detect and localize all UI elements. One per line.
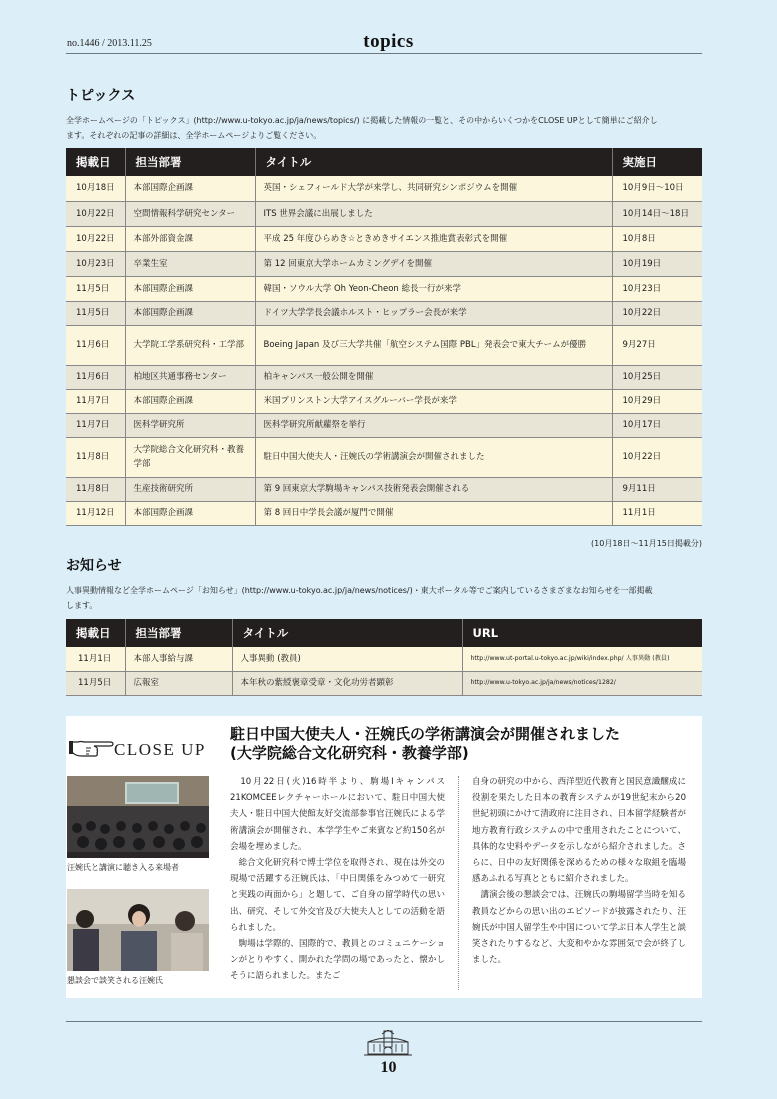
cell-date: 11月7日: [66, 413, 125, 437]
cell-title: ITS 世界会議に出展しました: [255, 201, 612, 226]
cell-date: 10月22日: [66, 201, 125, 226]
notices-intro: [66, 583, 706, 613]
cell-dept: 本部国際企画課: [125, 389, 255, 413]
topics-intro-line1: 全学ホームページの「トピックス」(http://www.u-tokyo.ac.jp/ja/news/topics/) に掲載した情報の一覧と、その中からいくつかをCLOSE UPとして簡単にご紹介し: [66, 116, 658, 125]
notices-intro-line1: 人事異動情報など全学ホームページ「お知らせ」(http://www.u-tokyo.ac.jp/ja/news/notices/)・東大ポータル等でご案内しているさまざまなお知らせを一部掲載: [66, 586, 653, 595]
cell-dept: 大学院工学系研究科・工学部: [125, 325, 255, 365]
topics-table-body: [66, 176, 702, 525]
table-row: [66, 413, 702, 437]
col-header-dept: 担当部署: [125, 619, 232, 647]
cell-held: 10月19日: [612, 251, 702, 276]
table-row: [66, 176, 702, 201]
cell-held: 11月1日: [612, 501, 702, 525]
cell-date: 11月7日: [66, 389, 125, 413]
cell-date: 11月5日: [66, 671, 125, 695]
cell-date: 11月6日: [66, 325, 125, 365]
cell-url[interactable]: http://www.ut-portal.u-tokyo.ac.jp/wiki/index.php/ 人事異動 (教員): [462, 647, 702, 671]
table-row: [66, 276, 702, 301]
closeup-title: [230, 725, 700, 763]
cell-title: 柏キャンパス一般公開を開催: [255, 365, 612, 389]
cell-title: 駐日中国大使夫人・汪婉氏の学術講演会が開催されました: [255, 437, 612, 477]
cell-date: 11月8日: [66, 437, 125, 477]
topics-intro-line2: ます。それぞれの記事の詳細は、全学ホームページよりご覧ください。: [66, 131, 322, 140]
cell-dept: 大学院総合文化研究科・教養学部: [125, 437, 255, 477]
cell-title: 人事異動 (教員): [232, 647, 462, 671]
notices-intro-line2: します。: [66, 601, 98, 610]
table-row: [66, 671, 702, 695]
notices-table: [66, 619, 702, 696]
col-header-title: タイトル: [255, 148, 612, 176]
col-header-title: タイトル: [232, 619, 462, 647]
table-row: [66, 437, 702, 477]
cell-dept: 本部国際企画課: [125, 501, 255, 525]
cell-title: 英国・シェフィールド大学が来学し、共同研究シンポジウムを開催: [255, 176, 612, 201]
table-row: [66, 501, 702, 525]
cell-dept: 卒業生室: [125, 251, 255, 276]
topics-heading: トピックス: [66, 88, 136, 104]
table-row: [66, 251, 702, 276]
cell-dept: 空間情報科学研究センター: [125, 201, 255, 226]
cell-dept: 柏地区共通事務センター: [125, 365, 255, 389]
table-row: [66, 301, 702, 325]
table-row: [66, 325, 702, 365]
discussion-photo: [67, 889, 209, 971]
cell-held: 10月25日: [612, 365, 702, 389]
cell-held: 9月11日: [612, 477, 702, 501]
notices-table-body: [66, 647, 702, 695]
cell-date: 11月5日: [66, 301, 125, 325]
cell-dept: 本部人事給与課: [125, 647, 232, 671]
topics-header-row: [66, 148, 702, 176]
page-title: topics: [363, 31, 414, 52]
cell-date: 10月22日: [66, 226, 125, 251]
header-rule: [66, 53, 702, 54]
cell-held: 10月22日: [612, 437, 702, 477]
cell-title: 第 12 回東京大学ホームカミングデイを開催: [255, 251, 612, 276]
table-row: [66, 477, 702, 501]
cell-held: 10月22日: [612, 301, 702, 325]
pointing-hand-icon: [68, 735, 114, 757]
table-row: [66, 365, 702, 389]
cell-held: 10月14日～18日: [612, 201, 702, 226]
cell-title: 米国プリンストン大学アイスグルーバー学長が来学: [255, 389, 612, 413]
photo1-caption: 汪婉氏と講演に聴き入る来場者: [67, 863, 179, 872]
cell-held: 10月17日: [612, 413, 702, 437]
photo2-caption: 懇談会で談笑される汪婉氏: [67, 976, 163, 985]
cell-title: 韓国・ソウル大学 Oh Yeon-Cheon 総長一行が来学: [255, 276, 612, 301]
cell-dept: 本部国際企画課: [125, 176, 255, 201]
cell-title: Boeing Japan 及び三大学共催「航空システム国際 PBL」発表会で東大チームが優勝: [255, 325, 612, 365]
closeup-col1-para1: 10月22日(火)16時半より、駒場Ⅰキャンパス 21KOMCEEレクチャーホールにおいて、駐日中国大使夫人・駐日中国大使館友好交流部参事官汪婉氏による学術講演会が開催され、本学学生やご来賓など約150名が会場を埋めました。: [230, 777, 445, 852]
cell-url[interactable]: http://www.u-tokyo.ac.jp/ja/news/notices/1282/: [462, 671, 702, 695]
topics-period-note: (10月18日～11月15日掲載分): [591, 539, 702, 548]
col-header-dept: 担当部署: [125, 148, 255, 176]
cell-date: 11月1日: [66, 647, 125, 671]
closeup-label: CLOSE UP: [114, 740, 206, 759]
issue-info: no.1446 / 2013.11.25: [67, 38, 152, 49]
column-divider: [458, 776, 459, 990]
col-header-held: 実施日: [612, 148, 702, 176]
cell-title: 第 9 回東京大学駒場キャンパス技術発表会開催される: [255, 477, 612, 501]
table-row: [66, 226, 702, 251]
closeup-column-1: [230, 774, 445, 985]
cell-title: 医科学研究所献蘿祭を挙行: [255, 413, 612, 437]
cell-dept: 広報室: [125, 671, 232, 695]
closeup-title-line1: 駐日中国大使夫人・汪婉氏の学術講演会が開催されました: [230, 725, 621, 743]
closeup-col1-para2: 総合文化研究科で博士学位を取得され、現在は外交の現場で活躍する汪婉氏は、「中日関係をみつめて一研究と実践の両面から」と題して、ご自身の留学時代の思い出、研究、そして外交官及び大使夫人としての活動を語られました。: [230, 858, 445, 933]
cell-held: 10月9日～10日: [612, 176, 702, 201]
cell-dept: 本部国際企画課: [125, 276, 255, 301]
cell-held: 9月27日: [612, 325, 702, 365]
cell-date: 11月8日: [66, 477, 125, 501]
cell-date: 10月23日: [66, 251, 125, 276]
topics-intro: [66, 113, 706, 143]
notices-header-row: [66, 619, 702, 647]
col-header-url: URL: [462, 619, 702, 647]
closeup-title-line2: (大学院総合文化研究科・教養学部): [230, 744, 469, 762]
notices-heading: お知らせ: [66, 558, 122, 574]
closeup-column-2: [472, 774, 686, 968]
yasuda-auditorium-icon: [364, 1030, 412, 1056]
cell-dept: 医科学研究所: [125, 413, 255, 437]
cell-date: 11月12日: [66, 501, 125, 525]
col-header-date: 掲載日: [66, 148, 125, 176]
cell-title: 平成 25 年度ひらめき☆ときめきサイエンス推進賞表彰式を開催: [255, 226, 612, 251]
col-header-date: 掲載日: [66, 619, 125, 647]
cell-held: 10月29日: [612, 389, 702, 413]
closeup-col2-para2: 講演会後の懇談会では、汪婉氏の駒場留学当時を知る教員などからの思い出のエピソードが披露されたり、汪婉氏が中国人留学生や中国について学ぶ日本人学生と談笑されたりするなど、大変和やかな雰囲気で会が終了しました。: [472, 890, 686, 966]
cell-date: 11月5日: [66, 276, 125, 301]
cell-held: 10月23日: [612, 276, 702, 301]
closeup-col2-para1: 自身の研究の中から、西洋型近代教育と国民意識醸成に役割を果たした日本の教育システムが19世紀末から20世紀初頭にかけて清政府に注目され、日本留学経験者が地方教育行政システムの中で重用されたことについて、具体的な史料やデータを示しながら紹介されました。さらに、日中の友好関係を深めるための様々な取組を臨場感あふれる写真とともに紹介されました。: [472, 777, 686, 885]
footer-rule: [66, 1021, 702, 1022]
table-row: [66, 389, 702, 413]
cell-dept: 生産技術研究所: [125, 477, 255, 501]
table-row: [66, 647, 702, 671]
cell-title: 第 8 回日中学長会議が厦門で開催: [255, 501, 612, 525]
cell-date: 11月6日: [66, 365, 125, 389]
cell-dept: 本部国際企画課: [125, 301, 255, 325]
cell-held: 10月8日: [612, 226, 702, 251]
page-number: 10: [380, 1059, 397, 1076]
cell-dept: 本部外部資金課: [125, 226, 255, 251]
cell-date: 10月18日: [66, 176, 125, 201]
cell-title: 本年秋の紫綬褒章受章・文化功労者顕彰: [232, 671, 462, 695]
closeup-col1-para3: 駒場は学際的、国際的で、教員とのコミュニケーションがとりやすく、開かれた学問の場であったと、懐かしそうに語られました。またご: [230, 939, 445, 982]
topics-table: [66, 148, 702, 526]
table-row: [66, 201, 702, 226]
lecture-hall-photo: [67, 776, 209, 858]
cell-title: ドイツ大学学長会議ホルスト・ヒップラー会長が来学: [255, 301, 612, 325]
